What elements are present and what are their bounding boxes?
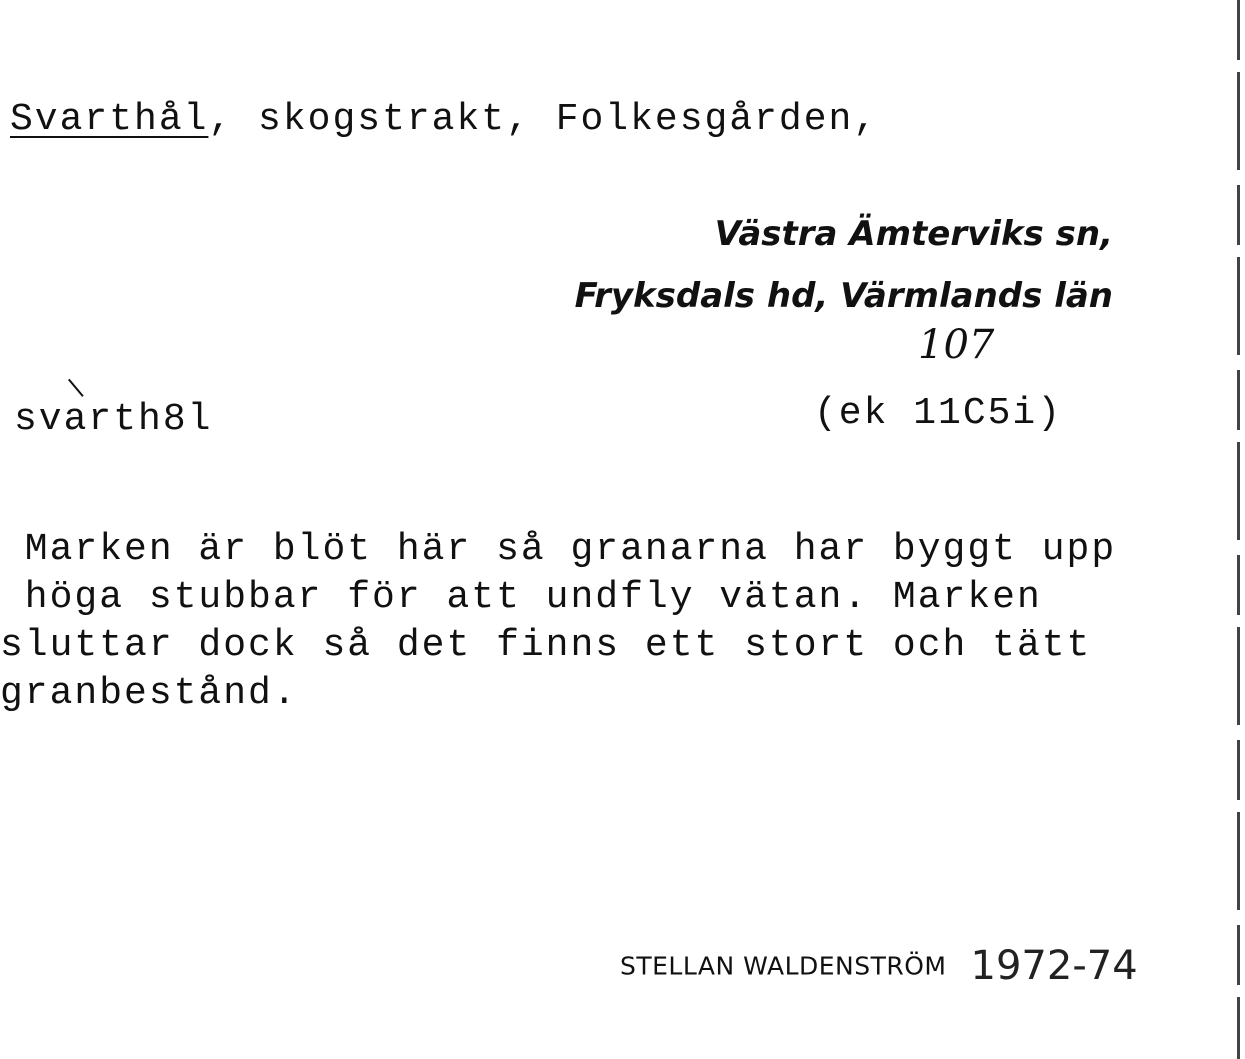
- card-edge-line: [1237, 0, 1240, 1059]
- parish-line: Västra Ämterviks sn,: [714, 214, 1113, 254]
- description-line: Marken är blöt här så granarna har byggt upp: [0, 528, 1117, 571]
- district-county-line: Fryksdals hd, Värmlands län: [574, 276, 1113, 316]
- collector-name: STELLAN WALDENSTRÖM: [620, 951, 947, 981]
- place-name-heading: [10, 98, 878, 141]
- accent-mark: [68, 379, 84, 397]
- dialect-pronunciation: svarth8l: [14, 398, 213, 441]
- description-line: höga stubbar för att undfly vätan. Marken: [0, 576, 1042, 619]
- description-text: [0, 526, 1230, 718]
- collection-years: 1972-74: [970, 943, 1138, 989]
- description-line: sluttar dock så det finns ett stort och tätt: [0, 624, 1092, 667]
- place-description: , skogstrakt, Folkesgården,: [208, 98, 879, 141]
- map-reference-code: (ek 11C5i): [814, 392, 1063, 435]
- place-name: Svarthål: [10, 98, 209, 141]
- collector-signature: [620, 943, 1138, 989]
- handwritten-number: 107: [918, 322, 995, 368]
- description-line: granbestånd.: [0, 672, 298, 715]
